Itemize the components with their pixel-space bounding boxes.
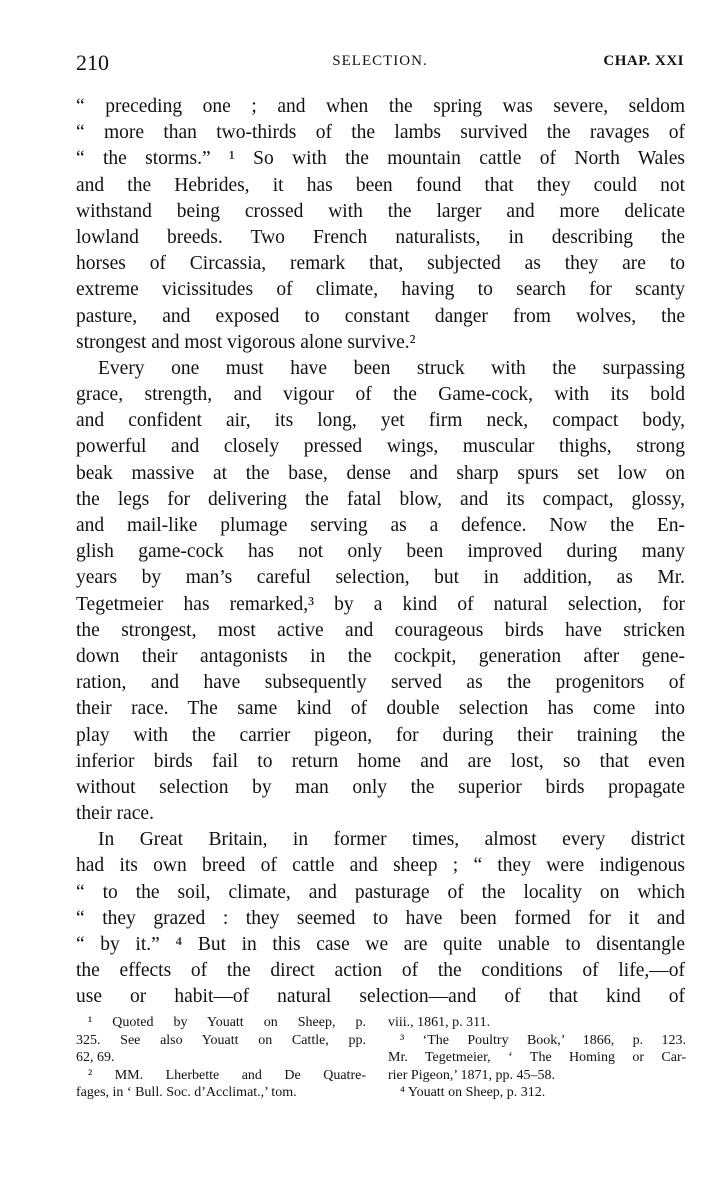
paragraph-start-line: Every one must have been struck with the surpassing	[98, 357, 685, 379]
footnote-line: rier Pigeon,’ 1871, pp. 45–58.	[388, 1067, 555, 1083]
footnote-line: 325. See also Youatt on Cattle, pp.	[76, 1032, 366, 1048]
footnotes	[76, 1014, 685, 1124]
text-line: pasture, and exposed to constant danger from wolves, the	[76, 305, 685, 327]
footnote-line: fages, in ‘ Bull. Soc. d’Acclimat.,’ tom.	[76, 1085, 297, 1100]
text-line: down their antagonists in the cockpit, generation after gene-	[76, 645, 685, 667]
text-line: and the Hebrides, it has been found that they could not	[76, 174, 685, 196]
footnote-line: ¹ Quoted by Youatt on Sheep, p.	[88, 1015, 366, 1030]
footnote-line: ³ ‘The Poultry Book,’ 1866, p. 123.	[400, 1032, 686, 1048]
text-line: had its own breed of cattle and sheep ; “ they were indigenous	[76, 855, 685, 877]
text-line: without selection by man only the superior birds propagate	[76, 776, 685, 798]
body-text	[76, 94, 685, 1011]
text-line: strongest and most vigorous alone survive.²	[76, 331, 416, 353]
footnote-line: 62, 69.	[76, 1050, 115, 1065]
text-line: beak massive at the base, dense and sharp spurs set low on	[76, 462, 685, 484]
text-line: “ more than two-thirds of the lambs survived the ravages of	[76, 122, 685, 144]
text-line: ration, and have subsequently served as the progenitors of	[76, 672, 685, 694]
text-line: years by man’s careful selection, but in addition, as Mr.	[76, 567, 685, 589]
text-line: “ to the soil, climate, and pasturage of the locality on which	[76, 881, 685, 903]
paragraph-start-line: In Great Britain, in former times, almost every district	[98, 829, 685, 851]
text-line: withstand being crossed with the larger and more delicate	[76, 200, 685, 222]
text-line: the strongest, most active and courageous birds have stricken	[76, 619, 685, 641]
text-line: inferior birds fail to return home and are lost, so that even	[76, 750, 685, 772]
text-line: horses of Circassia, remark that, subjected as they are to	[76, 253, 685, 275]
text-line: glish game-cock has not only been improved during many	[76, 541, 685, 563]
text-line: lowland breeds. Two French naturalists, in describing the	[76, 226, 685, 248]
text-line: their race. The same kind of double selection has come into	[76, 698, 685, 720]
text-line: Tegetmeier has remarked,³ by a kind of natural selection, for	[76, 593, 685, 615]
text-line: and confident air, its long, yet firm neck, compact body,	[76, 410, 685, 432]
text-line: the effects of the direct action of the conditions of life,—of	[76, 960, 685, 982]
text-line: their race.	[76, 803, 154, 825]
footnote-line: Mr. Tegetmeier, ‘ The Homing or Car-	[388, 1050, 686, 1065]
text-line: play with the carrier pigeon, for during their training the	[76, 724, 685, 746]
footnotes-right-column	[388, 1014, 686, 1102]
footnote-line: viii., 1861, p. 311.	[388, 1015, 491, 1030]
chapter-label: CHAP. XXI	[603, 53, 684, 69]
text-line: “ preceding one ; and when the spring was severe, seldom	[76, 96, 685, 117]
footnote-line: ⁴ Youatt on Sheep, p. 312.	[400, 1085, 546, 1100]
text-line: “ they grazed : they seemed to have been formed for it and	[76, 907, 685, 929]
text-line: extreme vicissitudes of climate, having to search for scanty	[76, 279, 685, 301]
page-number: 210	[76, 50, 109, 75]
text-line: use or habit—of natural selection—and of that kind of	[76, 986, 685, 1008]
text-line: “ by it.” ⁴ But in this case we are quite unable to disentangle	[76, 934, 685, 955]
running-head	[76, 50, 684, 80]
text-line: powerful and closely pressed wings, muscular thighs, strong	[76, 436, 685, 458]
running-title: SELECTION.	[332, 53, 428, 69]
footnotes-left-column	[76, 1014, 366, 1102]
footnote-line: ² MM. Lherbette and De Quatre-	[88, 1067, 366, 1083]
text-line: “ the storms.” ¹ So with the mountain cattle of North Wales	[76, 148, 685, 170]
text-line: and mail-like plumage serving as a defence. Now the En-	[76, 515, 685, 536]
text-line: the legs for delivering the fatal blow, and its compact, glossy,	[76, 488, 685, 510]
text-line: grace, strength, and vigour of the Game-cock, with its bold	[76, 384, 685, 406]
